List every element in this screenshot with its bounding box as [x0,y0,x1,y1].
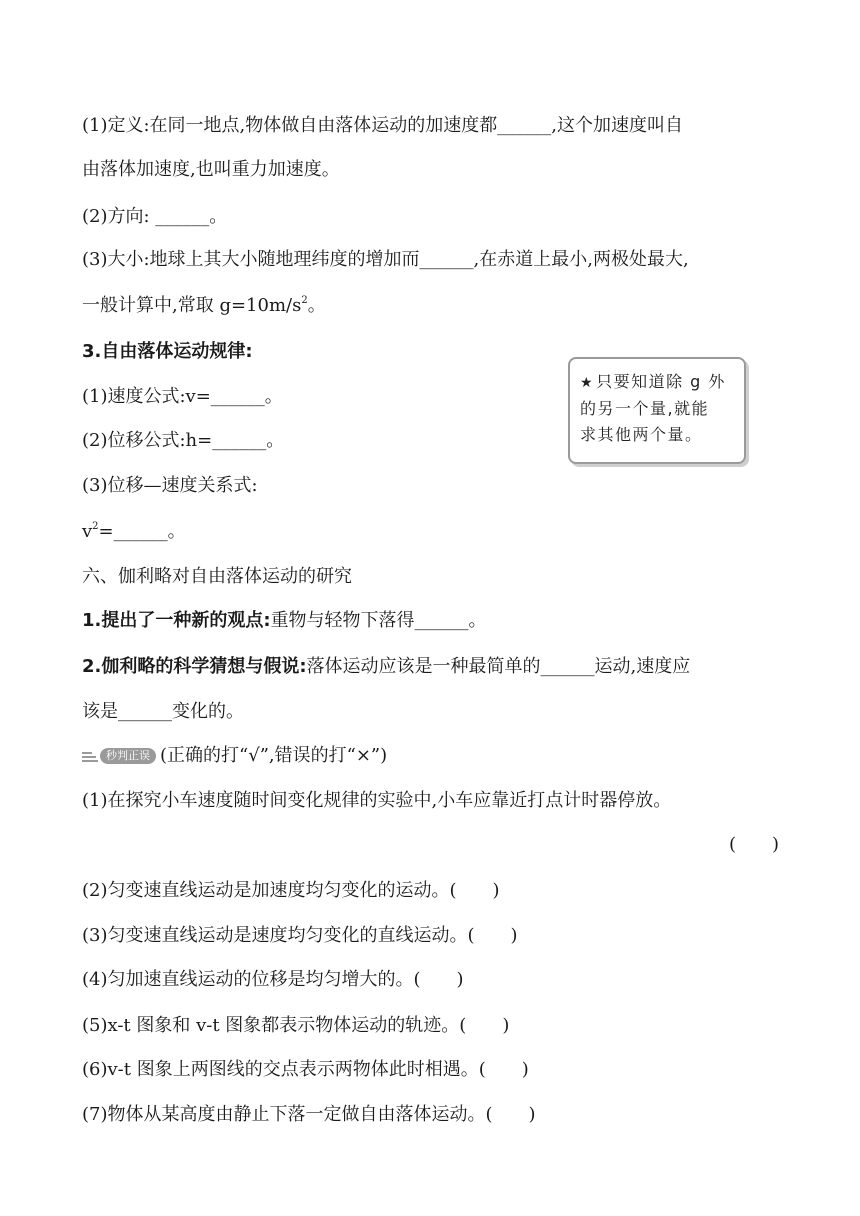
tip-line-2: 的另一个量,就能 [580,399,710,418]
line-galileo-2 [82,655,690,679]
v-symbol: v [82,521,93,542]
question-3: (3)匀变速直线运动是速度均匀变化的直线运动。( ) [82,925,518,946]
line-definition-2: 由落体加速度,也叫重力加速度。 [82,159,340,180]
line-galileo-1 [82,609,487,633]
line-definition-1: (1)定义:在同一地点,物体做自由落体运动的加速度都______,这个加速度叫自 [82,115,684,136]
question-7: (7)物体从某高度由静止下落一定做自由落体运动。( ) [82,1104,536,1125]
line-displacement-formula: (2)位移公式:h=______。 [82,430,285,451]
tip-box [568,357,746,464]
line-galileo-3: 该是______变化的。 [82,701,244,722]
star-icon: ★ [580,375,595,391]
judge-badge [82,748,156,764]
galileo-1-label: 1.提出了一种新的观点: [82,610,271,631]
question-1-answer: ( ) [729,834,780,855]
lines-icon [82,750,98,762]
galileo-2-text: 落体运动应该是一种最简单的______运动,速度应 [306,656,691,677]
question-1: (1)在探究小车速度随时间变化规律的实验中,小车应靠近打点计时器停放。 [82,790,672,811]
heading-free-fall-laws: 3.自由落体运动规律: [82,341,253,362]
superscript: 2 [301,295,308,306]
line-relation-formula: (3)位移—速度关系式: [82,475,258,496]
relation-end: =______。 [98,521,186,542]
magnitude-end: 。 [307,295,326,316]
question-4: (4)匀加速直线运动的位移是均匀增大的。( ) [82,969,464,990]
question-6: (6)v-t 图象上两图线的交点表示两物体此时相遇。( ) [82,1059,529,1080]
question-5: (5)x-t 图象和 v-t 图象都表示物体运动的轨迹。( ) [82,1015,510,1036]
line-judge-intro [82,744,387,768]
line-magnitude-1: (3)大小:地球上其大小随地理纬度的增加而______,在赤道上最小,两极处最大, [82,249,689,270]
tip-line-3: 求其他两个量。 [580,425,703,444]
galileo-2-label: 2.伽利略的科学猜想与假说: [82,656,307,677]
galileo-1-text: 重物与轻物下落得______。 [270,610,487,631]
question-2: (2)匀变速直线运动是加速度均匀变化的运动。( ) [82,880,500,901]
line-direction: (2)方向: ______。 [82,206,228,227]
line-velocity-formula: (1)速度公式:v=______。 [82,386,283,407]
line-relation-equation [82,520,186,544]
tip-text-1: 只要知道除 g 外 [596,372,726,391]
magnitude-text: 一般计算中,常取 g=10m/s [82,295,302,316]
section-galileo-title: 六、伽利略对自由落体运动的研究 [82,566,352,587]
judge-intro-text: (正确的打“√”,错误的打“×”) [160,745,388,766]
superscript: 2 [92,521,99,532]
line-magnitude-2 [82,294,326,318]
tip-line-1 [580,369,736,396]
judge-badge-label: 秒判正误 [100,748,156,764]
